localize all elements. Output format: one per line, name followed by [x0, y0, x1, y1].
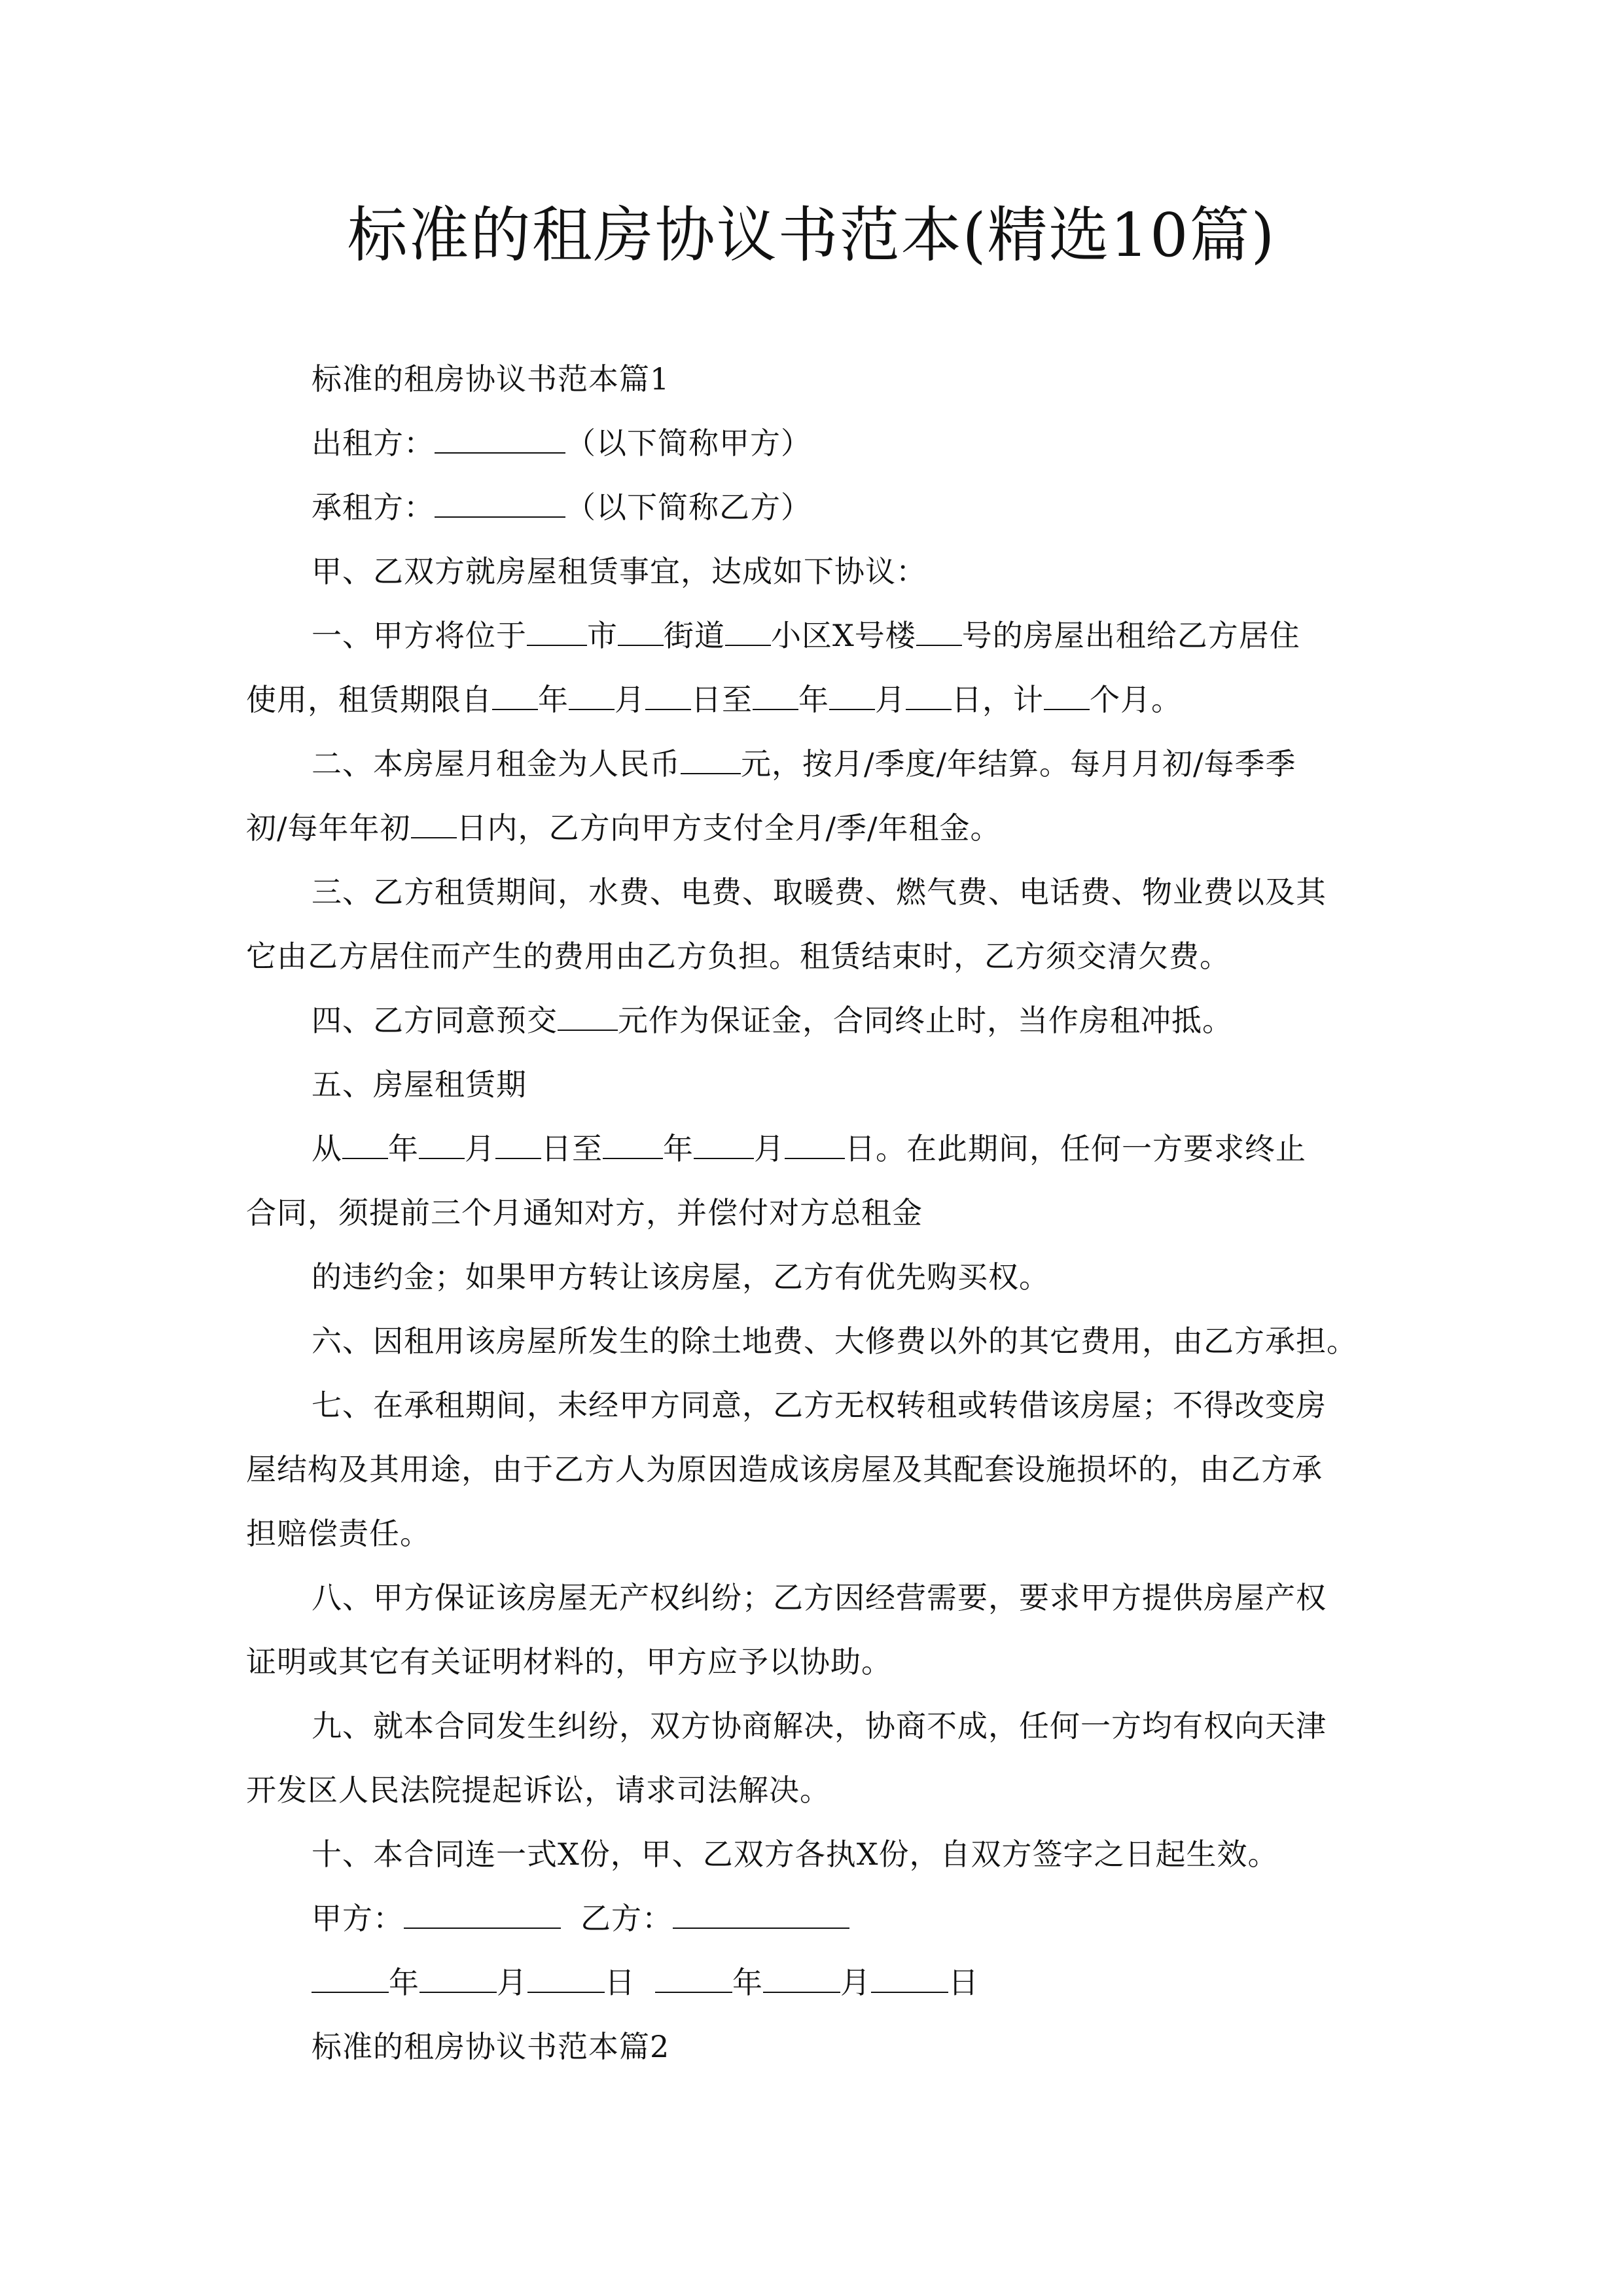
clause-text: 从 [312, 1131, 342, 1166]
clause-text: 月 [754, 1131, 785, 1166]
blank [569, 683, 615, 710]
clause-text: 年 [388, 1131, 419, 1166]
clause-text: 年 [663, 1131, 694, 1166]
blank [785, 1132, 845, 1159]
clause-text: 四、乙方同意预交 [312, 1003, 558, 1038]
clause-4-line-1 [246, 988, 1378, 1052]
clause-text: 元作为保证金，合同终止时，当作房租冲抵。 [618, 1003, 1233, 1038]
clause-text: 市 [587, 618, 618, 653]
lessor-line [246, 411, 1378, 475]
blank [645, 683, 691, 710]
clause-5-line-3: 的违约金；如果甲方转让该房屋，乙方有优先购买权。 [312, 1259, 1050, 1295]
clause-text: 小区X号楼 [771, 618, 916, 653]
lessor-blank [435, 426, 565, 454]
clause-7-line-3: 担赔偿责任。 [246, 1516, 431, 1551]
party-a-label: 甲方： [312, 1901, 404, 1936]
clause-5-heading: 五、房屋租赁期 [312, 1067, 527, 1102]
blank [681, 747, 741, 774]
blank [603, 1132, 663, 1159]
clause-text: 号的房屋出租给乙方居住 [961, 618, 1300, 653]
lessee-blank [435, 490, 565, 518]
clause-2-line-1 [246, 732, 1378, 796]
blank [694, 1132, 754, 1159]
date-text: 日 [605, 1965, 635, 2000]
party-b-day-blank [871, 1965, 948, 1993]
date-text: 月 [840, 1965, 871, 2000]
signature-line [246, 1886, 1378, 1950]
clause-text: 月 [465, 1131, 495, 1166]
blank [1044, 683, 1090, 710]
clause-8-line-2: 证明或其它有关证明材料的，甲方应予以协助。 [246, 1644, 892, 1679]
date-text: 年 [389, 1965, 419, 2000]
blank [342, 1132, 388, 1159]
clause-text: 年 [538, 682, 569, 717]
clause-text: 二、本房屋月租金为人民币 [312, 746, 681, 781]
lessee-line [246, 475, 1378, 539]
clause-1-line-2 [246, 668, 1378, 732]
clause-1-line-1 [246, 603, 1378, 668]
clause-text: 月 [875, 682, 906, 717]
clause-7-line-1: 七、在承租期间，未经甲方同意，乙方无权转租或转借该房屋；不得改变房 [312, 1388, 1327, 1423]
blank [411, 811, 457, 838]
clause-text: 初/每年年初 [246, 810, 411, 846]
clause-text: 日至 [541, 1131, 603, 1166]
clause-6-line-1: 六、因租用该房屋所发生的除土地费、大修费以外的其它费用，由乙方承担。 [312, 1323, 1357, 1359]
clause-text: 个月。 [1090, 682, 1182, 717]
lessor-note: （以下简称甲方） [565, 425, 812, 461]
signature-date-line [246, 1950, 1378, 2015]
blank [495, 1132, 541, 1159]
blank [725, 619, 771, 646]
blank [558, 1003, 618, 1031]
clause-7-line-2: 屋结构及其用途，由于乙方人为原因造成该房屋及其配套设施损坏的，由乙方承 [246, 1452, 1323, 1487]
lessor-label: 出租方： [312, 425, 435, 461]
party-b-signature-blank [673, 1901, 849, 1929]
party-a-month-blank [419, 1965, 497, 1993]
clause-5-line-1 [246, 1117, 1378, 1181]
section-heading-2: 标准的租房协议书范本篇2 [312, 2029, 670, 2064]
party-a-year-blank [312, 1965, 389, 1993]
clause-text: 使用，租赁期限自 [246, 682, 492, 717]
date-text: 月 [497, 1965, 527, 2000]
clause-text: 日内，乙方向甲方支付全月/季/年租金。 [456, 810, 1001, 846]
clause-text: 年 [798, 682, 829, 717]
intro-line: 甲、乙双方就房屋租赁事宜，达成如下协议： [312, 554, 927, 589]
party-b-month-blank [763, 1965, 840, 1993]
clause-text: 街道 [664, 618, 725, 653]
clause-text: 元，按月/季度/年结算。每月月初/每季季 [741, 746, 1296, 781]
date-text: 年 [732, 1965, 763, 2000]
clause-9-line-1: 九、就本合同发生纠纷，双方协商解决，协商不成，任何一方均有权向天津 [312, 1708, 1327, 1744]
clause-3-line-1: 三、乙方租赁期间，水费、电费、取暖费、燃气费、电话费、物业费以及其 [312, 874, 1327, 910]
clause-9-line-2: 开发区人民法院提起诉讼，请求司法解决。 [246, 1772, 830, 1808]
blank [419, 1132, 465, 1159]
blank [906, 683, 952, 710]
clause-10-line-1: 十、本合同连一式X份，甲、乙双方各执X份，自双方签字之日起生效。 [312, 1837, 1279, 1872]
clause-5-line-2: 合同，须提前三个月通知对方，并偿付对方总租金 [246, 1195, 923, 1230]
lessee-label: 承租方： [312, 490, 435, 525]
blank [829, 683, 875, 710]
clause-text: 日至 [691, 682, 753, 717]
party-b-label: 乙方： [580, 1901, 673, 1936]
clause-text: 一、甲方将位于 [312, 618, 527, 653]
date-text: 日 [948, 1965, 979, 2000]
blank [753, 683, 798, 710]
blank [916, 619, 962, 646]
party-a-signature-blank [404, 1901, 561, 1929]
clause-2-line-2 [246, 796, 1378, 860]
section-heading-1: 标准的租房协议书范本篇1 [312, 361, 670, 397]
document-body [246, 347, 1378, 2079]
blank [527, 619, 587, 646]
lessee-note: （以下简称乙方） [565, 490, 812, 525]
clause-8-line-1: 八、甲方保证该房屋无产权纠纷；乙方因经营需要，要求甲方提供房屋产权 [312, 1580, 1327, 1615]
clause-text: 日，计 [952, 682, 1044, 717]
blank [618, 619, 664, 646]
blank [492, 683, 538, 710]
document-title: 标准的租房协议书范本(精选10篇) [347, 200, 1276, 270]
party-a-day-blank [527, 1965, 605, 1993]
party-b-year-blank [655, 1965, 732, 1993]
clause-3-line-2: 它由乙方居住而产生的费用由乙方负担。租赁结束时，乙方须交清欠费。 [246, 939, 1230, 974]
clause-text: 月 [615, 682, 645, 717]
clause-text: 日。在此期间，任何一方要求终止 [845, 1131, 1306, 1166]
